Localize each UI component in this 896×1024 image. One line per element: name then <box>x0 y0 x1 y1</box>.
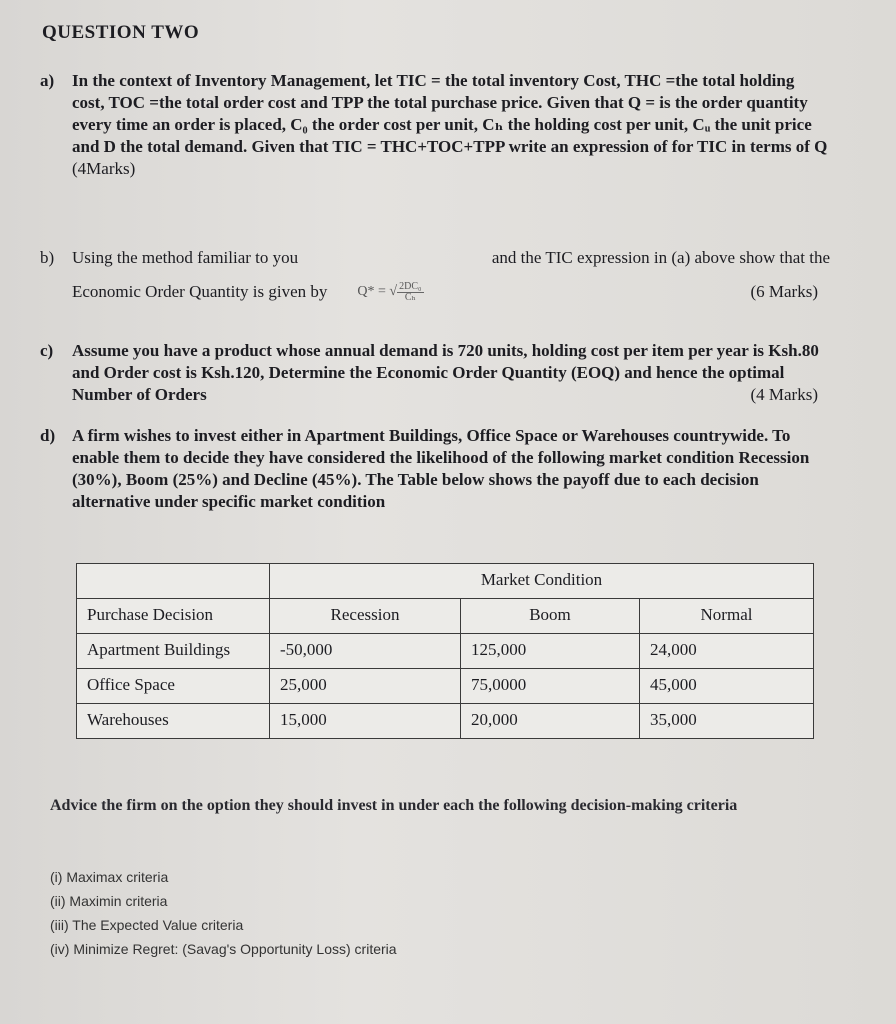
criteria-item-expected-value: (iii) The Expected Value criteria <box>50 917 244 933</box>
part-c-text: Assume you have a product whose annual demand is 720 units, holding cost per item per year is Ksh.80 and Order cost is Ksh.120, Determine the Economic Order Quantity (EOQ) and hence the optimal Number of Orders <box>72 341 819 404</box>
market-condition-header: Market Condition <box>270 564 814 599</box>
part-c-marks: (4 Marks) <box>750 385 818 404</box>
part-b-text-2: and the TIC expression in (a) above show that the <box>491 248 830 267</box>
part-d-label: d) <box>40 426 56 445</box>
row-office-normal: 45,000 <box>640 669 814 704</box>
part-b <box>40 247 830 303</box>
criteria-item-minimize-regret: (iv) Minimize Regret: (Savag's Opportunity Loss) criteria <box>50 941 397 957</box>
part-d-text: A firm wishes to invest either in Apartment Buildings, Office Space or Warehouses countrywide. To enable them to decide they have considered the likelihood of the following market condition Recession (30%), Boom (25%) and Decline (45%). The Table below shows the payoff due to each decision alternative under specific market condition <box>72 426 810 511</box>
formula-denominator: Cₕ <box>404 291 416 303</box>
table-header-row <box>77 599 814 634</box>
advice-text: Advice the firm on the option they should invest in under each the following decision-making criteria <box>50 797 738 814</box>
row-warehouses-normal: 35,000 <box>640 704 814 739</box>
row-office-boom: 75,0000 <box>461 669 640 704</box>
row-office-label: Office Space <box>77 669 270 704</box>
payoff-table <box>76 563 814 739</box>
row-office-recession: 25,000 <box>270 669 461 704</box>
row-warehouses-label: Warehouses <box>77 704 270 739</box>
part-a-text: In the context of Inventory Management, let TIC = the total inventory Cost, THC =the total holding cost, TOC =the total order cost and TPP the total purchase price. Given that Q = is the order quantity every time an order is placed, C₀ the order cost per unit, Cₕ the holding cost per unit, Cᵤ the unit price and D the total demand. Given that TIC = THC+TOC+TPP write an expression of for TIC in terms of Q <box>72 71 828 156</box>
part-b-marks: (6 Marks) <box>750 282 818 301</box>
part-c <box>40 340 830 406</box>
part-d <box>40 425 830 513</box>
criteria-item-maximin: (ii) Maximin criteria <box>50 893 168 909</box>
criteria-list <box>50 865 397 961</box>
part-b-label: b) <box>40 248 55 267</box>
row-apartment-normal: 24,000 <box>640 634 814 669</box>
part-b-text-3: Economic Order Quantity is given by <box>72 282 328 301</box>
part-a-marks: (4Marks) <box>72 159 136 178</box>
part-a-label: a) <box>40 71 55 90</box>
eoq-formula <box>357 281 423 303</box>
part-a <box>40 70 830 180</box>
formula-lhs: Q* = √ <box>357 284 398 299</box>
formula-numerator: 2DC₀ <box>399 280 422 292</box>
criteria-item-maximax: (i) Maximax criteria <box>50 869 169 885</box>
table-row <box>77 704 814 739</box>
question-title: QUESTION TWO <box>42 22 200 43</box>
table-group-header-row <box>77 564 814 599</box>
row-warehouses-recession: 15,000 <box>270 704 461 739</box>
header-purchase-decision: Purchase Decision <box>77 599 270 634</box>
part-c-label: c) <box>40 341 54 360</box>
row-apartment-boom: 125,000 <box>461 634 640 669</box>
header-boom: Boom <box>461 599 640 634</box>
row-warehouses-boom: 20,000 <box>461 704 640 739</box>
row-apartment-recession: -50,000 <box>270 634 461 669</box>
header-recession: Recession <box>270 599 461 634</box>
table-row <box>77 634 814 669</box>
part-b-text-1: Using the method familiar to you <box>72 248 299 267</box>
table-row <box>77 669 814 704</box>
header-normal: Normal <box>640 599 814 634</box>
row-apartment-label: Apartment Buildings <box>77 634 270 669</box>
